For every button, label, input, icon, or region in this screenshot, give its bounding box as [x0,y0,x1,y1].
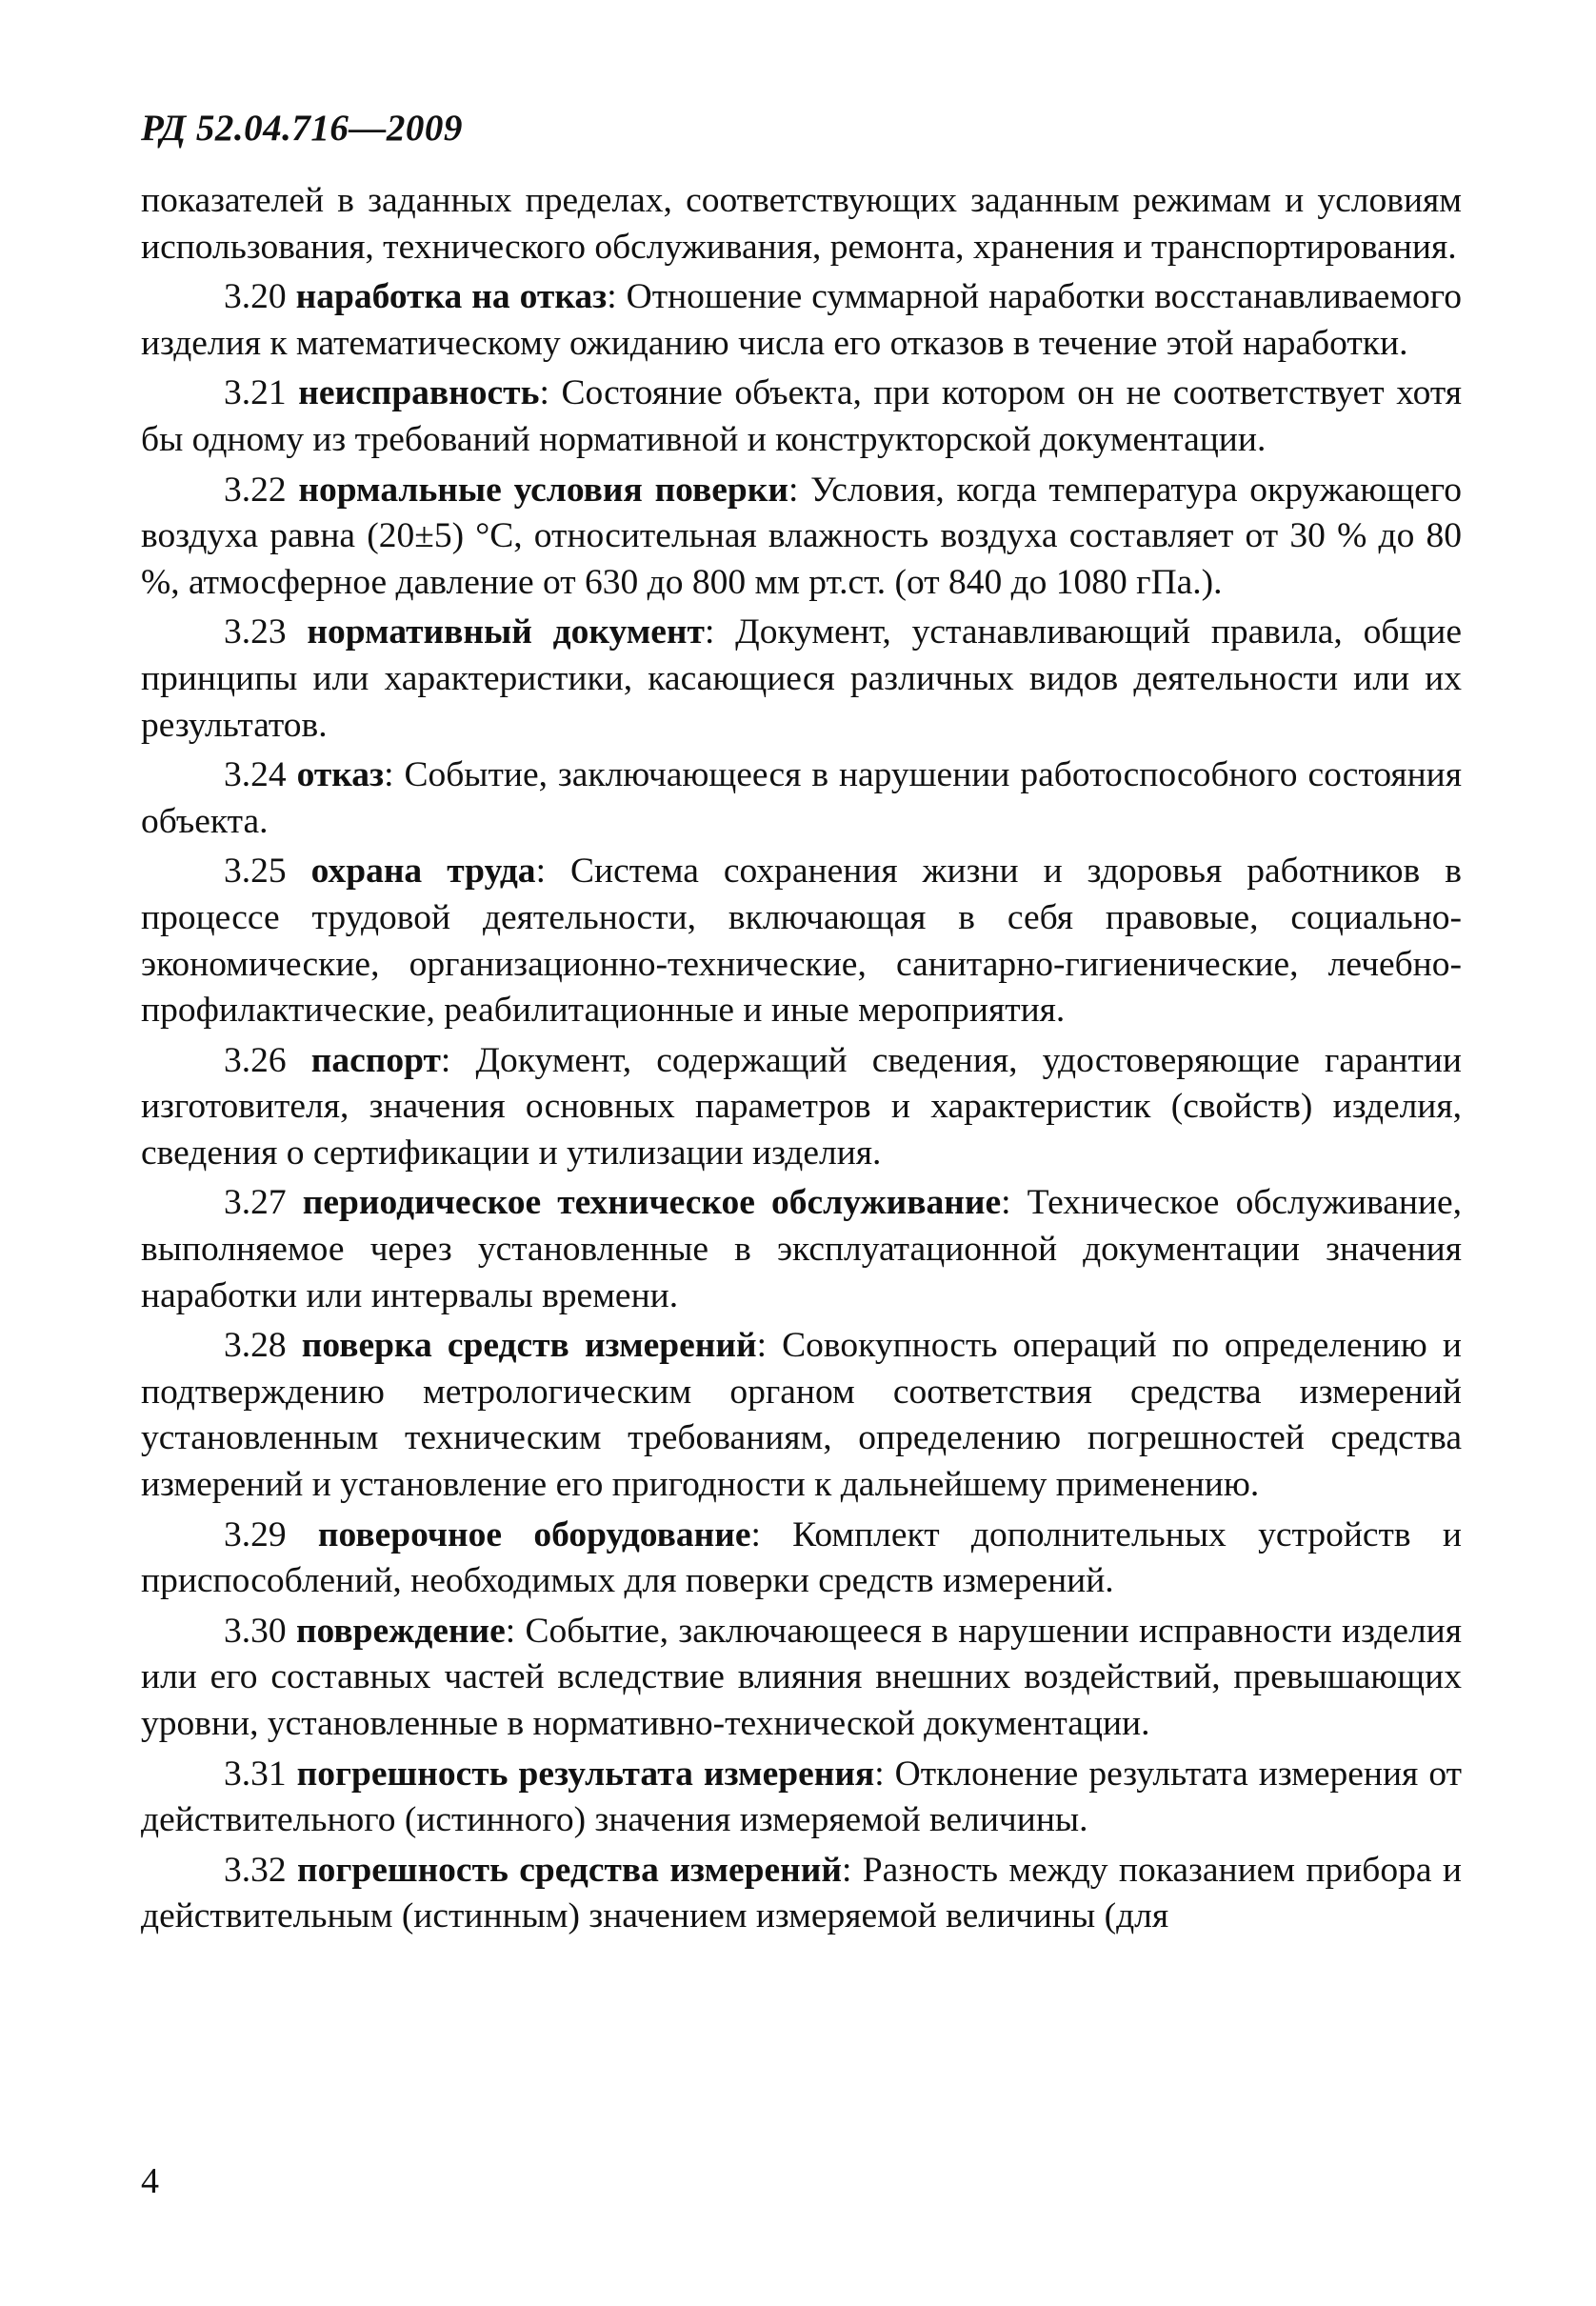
term-3-25 [141,849,1462,1033]
term-definition: : Условия, когда температура окружающего воздуха равна (20±5) °С, относительная влажность воздуха составляет от 30 % до 80 %, атмосферное давление от 630 до 800 мм рт.ст. (от 840 до 1080 гПа.). [141,470,1462,602]
term-number: 3.29 [224,1514,287,1554]
term-name: нормальные условия поверки [298,470,788,510]
page-number: 4 [141,2161,159,2201]
term-name: охрана труда [310,852,536,892]
term-number: 3.22 [224,470,287,510]
document-header: РД 52.04.716—2009 [141,108,463,149]
term-3-27 [141,1180,1462,1319]
term-name: погрешность средства измерений [297,1850,842,1890]
term-definition: : Техническое обслуживание, выполняемое через установленные в эксплуатационной документации значения наработки или интервалы времени. [141,1183,1462,1315]
document-body [141,178,1462,1940]
term-3-28 [141,1323,1462,1508]
term-3-23 [141,610,1462,749]
term-3-20 [141,274,1462,367]
term-3-29 [141,1513,1462,1605]
term-3-22 [141,468,1462,607]
term-number: 3.24 [224,755,287,795]
term-number: 3.23 [224,612,287,652]
term-name: периодическое техническое обслуживание [302,1183,1002,1223]
term-definition: : Совокупность операций по определению и подтверждению метрологическим органом соответствия средства измерений установленным техническим требованиям, определению погрешностей средства измерений и установление его пригодности к дальнейшему применению. [141,1326,1462,1505]
term-definition: : Разность между показанием прибора и действительным (истинным) значением измеряемой величины (для [141,1850,1462,1936]
term-name: погрешность результата измерения [296,1754,875,1794]
term-number: 3.21 [224,373,287,413]
term-3-24 [141,752,1462,845]
term-3-32 [141,1848,1462,1940]
term-number: 3.31 [224,1754,287,1794]
term-number: 3.28 [224,1326,287,1366]
term-name: повреждение [295,1611,506,1651]
term-number: 3.27 [224,1183,287,1223]
term-definition: : Документ, содержащий сведения, удостоверяющие гарантии изготовителя, значения основных параметров и характеристик (свойств) изделия, сведения о сертификации и утилизации изделия. [141,1040,1462,1173]
term-3-21 [141,371,1462,463]
term-definition: : Система сохранения жизни и здоровья работников в процессе трудовой деятельности, включающая в себя правовые, социально-экономические, организационно-технические, санитарно-гигиенические, лечебно-профилактические, реабилитационные и иные мероприятия. [141,852,1462,1031]
term-number: 3.26 [224,1040,287,1080]
term-name: неисправность [298,373,540,413]
term-definition: : Документ, устанавливающий правила, общие принципы или характеристики, касающиеся различных видов деятельности или их результатов. [141,612,1462,745]
term-number: 3.32 [224,1850,287,1890]
term-definition: : Отклонение результата измерения от действительного (истинного) значения измеряемой величины. [141,1754,1462,1840]
term-name: паспорт [310,1040,441,1080]
term-3-30 [141,1609,1462,1748]
term-3-31 [141,1752,1462,1844]
term-3-26 [141,1038,1462,1177]
term-definition: : Событие, заключающееся в нарушении работоспособного состояния объекта. [141,755,1463,841]
term-name: нормативный документ [307,612,705,652]
continuation-paragraph: показателей в заданных пределах, соответствующих заданным режимам и условиям использования, технического обслуживания, ремонта, хранения и транспортирования. [141,181,1462,267]
term-number: 3.30 [224,1611,287,1651]
term-name: наработка на отказ [295,277,608,317]
term-name: поверка средств измерений [301,1326,757,1366]
term-definition: : Комплект дополнительных устройств и приспособлений, необходимых для поверки средств измерений. [141,1514,1462,1601]
term-definition: : Событие, заключающееся в нарушении исправности изделия или его составных частей вследствие влияния внешних воздействий, превышающих уровни, установленные в нормативно-технической документации. [141,1611,1462,1743]
term-name: отказ [296,755,385,795]
term-name: поверочное оборудование [317,1514,751,1554]
term-definition: : Состояние объекта, при котором он не соответствует хотя бы одному из требований нормативной и конструкторской документации. [141,373,1462,459]
term-definition: : Отношение суммарной наработки восстанавливаемого изделия к математическому ожиданию числа его отказов в течение этой наработки. [141,277,1463,363]
term-number: 3.20 [224,277,287,317]
term-number: 3.25 [224,852,287,892]
